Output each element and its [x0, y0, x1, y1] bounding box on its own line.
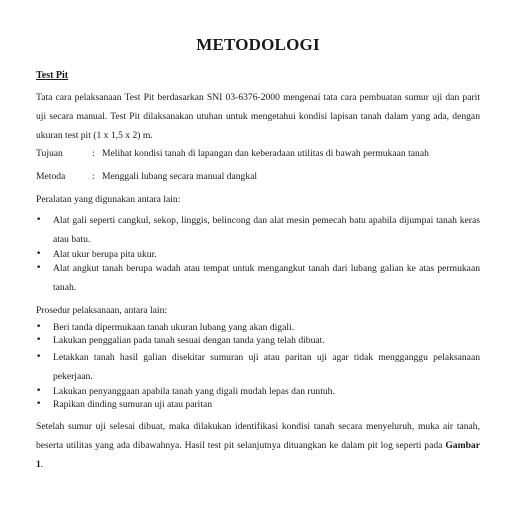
bullet-icon: •	[36, 352, 42, 362]
metoda-label: Metoda	[36, 171, 66, 182]
tujuan-label: Tujuan	[36, 148, 63, 159]
metoda-row	[36, 170, 480, 184]
metoda-colon: :	[92, 171, 95, 182]
list-item	[36, 211, 480, 249]
list-item	[36, 386, 480, 397]
bullet-icon: •	[36, 263, 42, 273]
document-page	[36, 34, 480, 474]
peralatan-list	[36, 211, 480, 297]
intro-paragraph: Tata cara pelaksanaan Test Pit berdasarkan SNI 03-6376-2000 mengenai tata cara pembuatan sumur uji dan parit uji secara manual. Test Pit dilaksanakan utuhan untuk mengetahui kondisi lapisan tanah dalam yang ada, dengan ukuran test pit (1 x 1,5 x 2) m.	[36, 92, 480, 141]
list-item-text: Lakukan penggalian pada tanah sesuai dengan tanda yang telah dibuat.	[53, 335, 325, 346]
list-item	[36, 335, 480, 346]
prosedur-list	[36, 322, 480, 410]
bullet-icon: •	[36, 249, 42, 259]
figure-reference: Gambar 1	[36, 440, 480, 470]
list-item-text: Alat gali seperti cangkul, sekop, linggis, belincong dan alat mesin pemecah batu apabila dijumpai tanah keras atau batu.	[53, 215, 480, 245]
list-item-text: Lakukan penyanggaan apabila tanah yang digali mudah lepas dan runtuh.	[53, 386, 335, 397]
tujuan-value: Melihat kondisi tanah di lapangan dan keberadaan utilitas di bawah permukaan tanah	[102, 148, 429, 159]
list-item-text: Alat angkut tanah berupa wadah atau tempat untuk mengangkut tanah dari lubang galian ke atas permukaan tanah.	[53, 263, 480, 293]
list-item-text: Letakkan tanah hasil galian disekitar sumuran uji atau paritan uji agar tidak mengganggu pelaksanaan pekerjaan.	[53, 352, 480, 382]
peralatan-lead: Peralatan yang digunakan antara lain:	[36, 194, 181, 205]
list-item	[36, 348, 480, 386]
tujuan-row	[36, 147, 480, 161]
bullet-icon: •	[36, 322, 42, 332]
closing-period: .	[40, 459, 44, 470]
list-item-text: Alat ukur berupa pita ukur.	[53, 249, 157, 260]
metoda-value: Menggali lubang secara manual dangkal	[102, 171, 258, 182]
tujuan-colon: :	[92, 148, 95, 159]
bullet-icon: •	[36, 386, 42, 396]
closing-paragraph	[36, 417, 480, 474]
closing-text: Setelah sumur uji selesai dibuat, maka dilakukan identifikasi kondisi tanah secara menyeluruh, muka air tanah, beserta utilitas yang ada dibawahnya. Hasil test pit selanjutnya dituangkan ke dalam pit log seperti pada	[36, 421, 480, 451]
list-item-text: Beri tanda dipermukaan tanah ukuran lubang yang akan digali.	[53, 322, 295, 333]
bullet-icon: •	[36, 399, 42, 409]
list-item	[36, 259, 480, 297]
list-item-text: Rapikan dinding sumuran uji atau paritan	[53, 399, 213, 410]
bullet-icon: •	[36, 335, 42, 345]
bullet-icon: •	[36, 215, 42, 225]
section-heading-test-pit: Test Pit	[36, 70, 69, 81]
list-item	[36, 322, 480, 333]
page-title: METODOLOGI	[196, 35, 320, 54]
prosedur-lead: Prosedur pelaksanaan, antara lain:	[36, 305, 168, 316]
list-item	[36, 399, 480, 410]
